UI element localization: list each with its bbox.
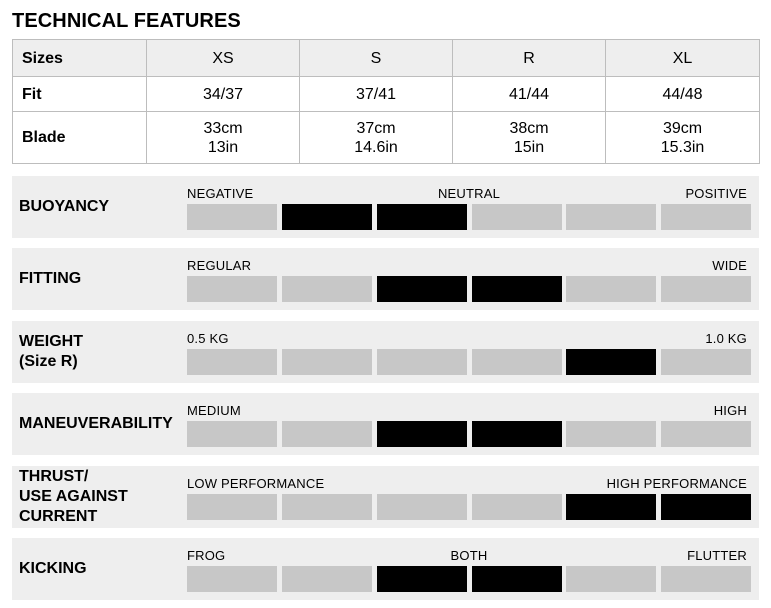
feature-kicking [12, 538, 759, 600]
feature-name-line: (Size R) [19, 353, 78, 370]
scale-cell-empty [187, 421, 277, 447]
blade-in: 15.3in [660, 138, 705, 156]
scale-label-left: FROG [187, 548, 226, 563]
blade-in: 14.6in [354, 138, 398, 156]
scale-label-left: MEDIUM [187, 403, 241, 418]
scale-label-left: 0.5 KG [187, 331, 229, 346]
table-row-fit [13, 77, 760, 112]
scale-cell-filled [377, 204, 467, 230]
scale-label-right: HIGH PERFORMANCE [606, 476, 747, 491]
feature-maneuverability [12, 393, 759, 455]
feature-name [19, 176, 189, 238]
scale-cell-filled [472, 276, 562, 302]
scale-cell-empty [282, 566, 372, 592]
blade-in: 13in [207, 138, 239, 156]
scale-cell-filled [661, 494, 751, 520]
size-table [12, 39, 760, 164]
table-cell [300, 112, 453, 164]
scale-label-right: POSITIVE [685, 186, 747, 201]
scale-cell-empty [187, 276, 277, 302]
feature-name [19, 393, 189, 455]
feature-name-line: KICKING [19, 560, 87, 577]
feature-name-line: MANEUVERABILITY [19, 415, 173, 432]
scale-label-left: NEGATIVE [187, 186, 254, 201]
feature-name [19, 538, 189, 600]
feature-name [19, 321, 189, 383]
scale-cell-empty [377, 349, 467, 375]
feature-name-line: BUOYANCY [19, 198, 110, 215]
scale-cell-empty [282, 494, 372, 520]
page-title: TECHNICAL FEATURES [12, 10, 241, 32]
scale-cell-empty [472, 349, 562, 375]
scale-cell-empty [282, 349, 372, 375]
feature-fitting [12, 248, 759, 310]
blade-in: 15in [513, 138, 545, 156]
scale-cell-filled [377, 566, 467, 592]
table-cell [606, 112, 760, 164]
scale-cell-empty [187, 204, 277, 230]
scale-label-center: NEUTRAL [437, 186, 501, 201]
row-label: Fit [13, 77, 147, 112]
scale-cell-empty [472, 204, 562, 230]
scale-cell-empty [187, 494, 277, 520]
scale-label-right: 1.0 KG [705, 331, 747, 346]
scale-cell-filled [282, 204, 372, 230]
scale-label-right: HIGH [713, 403, 747, 418]
table-cell: XL [606, 40, 760, 77]
table-cell: 44/48 [606, 77, 760, 112]
feature-name [19, 248, 189, 310]
blade-cm: 37cm [356, 119, 396, 137]
scale-label-right: FLUTTER [687, 548, 747, 563]
table-row-sizes [13, 40, 760, 77]
feature-name-line: THRUST/ [19, 468, 89, 485]
scale-cell-empty [661, 421, 751, 447]
table-cell: R [453, 40, 606, 77]
scale-cell-empty [661, 349, 751, 375]
scale-cell-empty [566, 566, 656, 592]
feature-buoyancy [12, 176, 759, 238]
scale-cell-empty [566, 276, 656, 302]
feature-name-line: USE AGAINST [19, 488, 128, 505]
scale-cell-empty [566, 204, 656, 230]
scale-cell-filled [566, 494, 656, 520]
scale-cell-empty [661, 204, 751, 230]
table-cell [147, 112, 300, 164]
table-cell: 41/44 [453, 77, 606, 112]
blade-cm: 39cm [662, 119, 703, 137]
scale-cell-filled [472, 421, 562, 447]
feature-name [19, 466, 189, 528]
scale-cell-empty [472, 494, 562, 520]
feature-name-line: FITTING [19, 270, 82, 287]
scale-cell-filled [377, 421, 467, 447]
feature-name-line: CURRENT [19, 508, 98, 525]
scale-cell-empty [566, 421, 656, 447]
table-cell: 34/37 [147, 77, 300, 112]
scale-cell-filled [566, 349, 656, 375]
row-label: Blade [13, 112, 147, 164]
scale-cell-filled [377, 276, 467, 302]
scale-cell-empty [377, 494, 467, 520]
blade-cm: 33cm [203, 119, 243, 137]
scale-cell-filled [472, 566, 562, 592]
table-cell: 37/41 [300, 77, 453, 112]
table-cell: XS [147, 40, 300, 77]
scale-label-left: LOW PERFORMANCE [187, 476, 325, 491]
feature-name-line: WEIGHT [19, 333, 83, 350]
scale-cell-empty [661, 566, 751, 592]
scale-label-left: REGULAR [187, 258, 252, 273]
feature-weight [12, 321, 759, 383]
table-row-blade [13, 112, 760, 164]
scale-cell-empty [661, 276, 751, 302]
blade-cm: 38cm [509, 119, 549, 137]
scale-label-right: WIDE [712, 258, 747, 273]
scale-label-center: BOTH [450, 548, 488, 563]
row-label: Sizes [13, 40, 147, 77]
table-cell [453, 112, 606, 164]
scale-cell-empty [282, 276, 372, 302]
scale-cell-empty [282, 421, 372, 447]
feature-thrust [12, 466, 759, 528]
scale-cell-empty [187, 566, 277, 592]
table-cell: S [300, 40, 453, 77]
scale-cell-empty [187, 349, 277, 375]
